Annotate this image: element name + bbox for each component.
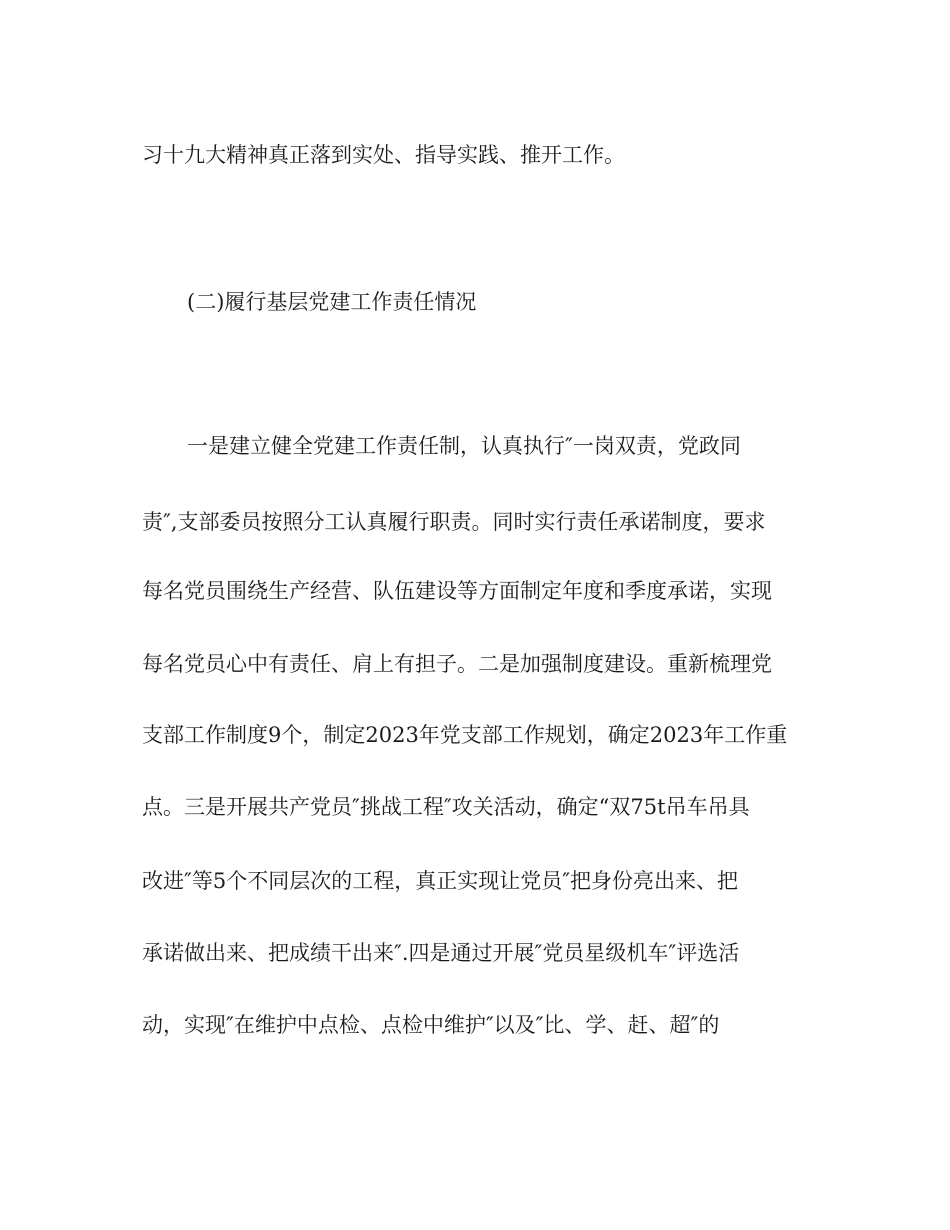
body-text-line: 习十九大精神真正落到实处、指导实践、推开工作。 <box>142 143 625 167</box>
paragraph-line: 点。三是开展共产党员″挑战工程″攻关活动，确定“双75t吊车吊具 <box>142 795 750 819</box>
paragraph-line: 承诺做出来、把成绩干出来″.四是通过开展″党员星级机车″评选活 <box>142 941 740 965</box>
paragraph-line: 改进″等5个不同层次的工程，真正实现让党员″把身份亮出来、把 <box>142 869 739 893</box>
paragraph-line: 每名党员心中有责任、肩上有担子。二是加强制度建设。重新梳理党 <box>142 652 772 676</box>
section-heading: (二)履行基层党建工作责任情况 <box>187 290 477 314</box>
paragraph-line: 责″,支部委员按照分工认真履行职责。同时实行责任承诺制度，要求 <box>142 510 766 534</box>
paragraph-line: 一是建立健全党建工作责任制，认真执行″一岗双责，党政同 <box>187 434 741 458</box>
paragraph-line: 每名党员围绕生产经营、队伍建设等方面制定年度和季度承诺，实现 <box>142 579 772 603</box>
paragraph-line: 动，实现″在维护中点检、点检中维护″以及″比、学、赶、超″的 <box>142 1013 720 1037</box>
paragraph-line: 支部工作制度9个，制定2023年党支部工作规划，确定2023年工作重 <box>142 723 788 747</box>
